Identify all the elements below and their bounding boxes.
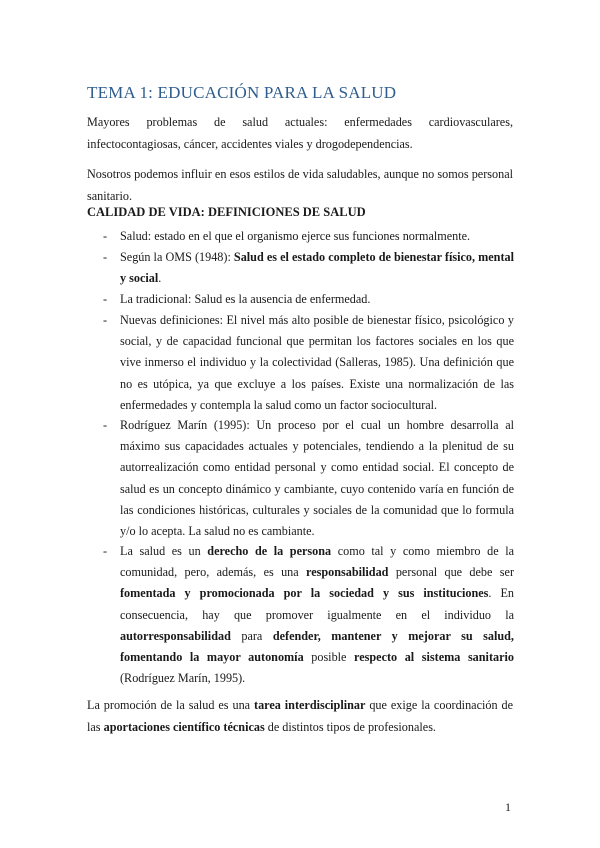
list-item-text: Rodríguez Marín (1995): Un proceso por el cual un hombre desarrolla al máximo sus capacidades actuales y potenciales, tendiendo a la plenitud de su autorrealización como entidad personal y como entidad social. El concepto de salud es un concepto dinámico y cambiante, cuyo contenido varía en función de las condiciones históricas, culturales y sociales de la comunidad que lo formula y/o lo acepta. La salud no es cambiante. — [120, 418, 514, 539]
list-item-text: La tradicional: Salud es la ausencia de enfermedad. — [120, 292, 371, 306]
bold-text: derecho de la persona — [207, 544, 332, 558]
list-bullet: - — [103, 418, 108, 432]
text-run: personal que debe ser — [388, 565, 515, 580]
text-run: como tal y como miembro de la comunidad, pero, además, es una — [120, 544, 515, 580]
list-item-text: Nuevas definiciones: El nivel más alto posible de bienestar físico, psicológico y social, y de capacidad funcional que permitan los factores sociales en los que vive inmerso el individuo y la colectividad (Salleras, 1985). Una definición que no es utópica, ya que excluye a los países. Existe una normalización de las enfermedades y contempla la salud como un factor sociocultural. — [120, 313, 514, 412]
list-bullet: - — [103, 250, 108, 264]
text-run: . — [158, 271, 162, 286]
list-item-text — [120, 247, 514, 289]
bold-text: defender, mantener y mejorar su salud, fomentando la mayor autonomía — [120, 628, 514, 665]
text-run: de distintos tipos de profesionales. — [264, 720, 436, 734]
text-run: posible — [303, 650, 355, 665]
text-run: Según la OMS (1948): — [120, 250, 234, 264]
section-heading: CALIDAD DE VIDA: DEFINICIONES DE SALUD — [87, 205, 366, 219]
list-item-text: Salud: estado en el que el organismo ejerce sus funciones normalmente. — [120, 229, 471, 243]
bold-text: responsabilidad — [306, 565, 389, 580]
bold-text: aportaciones científico técnicas — [103, 720, 265, 734]
list-bullet: - — [103, 229, 108, 243]
text-run: La promoción de la salud es una — [87, 698, 255, 712]
page-number: 1 — [505, 800, 511, 814]
text-run: . En consecuencia, hay que promover igualmente en el individuo la — [120, 586, 514, 622]
paragraph-influence: Nosotros podemos influir en esos estilos de vida saludables, aunque no somos personal sanitario. — [87, 167, 513, 203]
bold-text: fomentada y promocionada por la sociedad y sus instituciones — [120, 586, 489, 601]
list-bullet: - — [103, 544, 108, 558]
text-run: (Rodríguez Marín, 1995). — [120, 671, 246, 686]
paragraph-promotion — [87, 694, 513, 738]
list-bullet: - — [103, 313, 108, 327]
bold-text: tarea interdisciplinar — [254, 698, 366, 712]
paragraph-health-problems: Mayores problemas de salud actuales: enfermedades cardiovasculares, infectocontagiosas, cáncer, accidentes viales y drogodependencias. — [87, 115, 513, 151]
page-title: TEMA 1: EDUCACIÓN PARA LA SALUD — [87, 83, 397, 102]
bold-text: respecto al sistema sanitario — [354, 650, 514, 665]
bold-text: Salud es el estado completo de bienestar físico, mental y social — [120, 250, 514, 286]
list-bullet: - — [103, 292, 108, 306]
text-run: que exige la coordinación de las — [87, 698, 513, 734]
text-run: para — [230, 628, 273, 643]
bold-text: autorresponsabilidad — [120, 628, 231, 643]
list-item-text — [120, 541, 514, 689]
text-run: La salud es un — [120, 544, 208, 558]
